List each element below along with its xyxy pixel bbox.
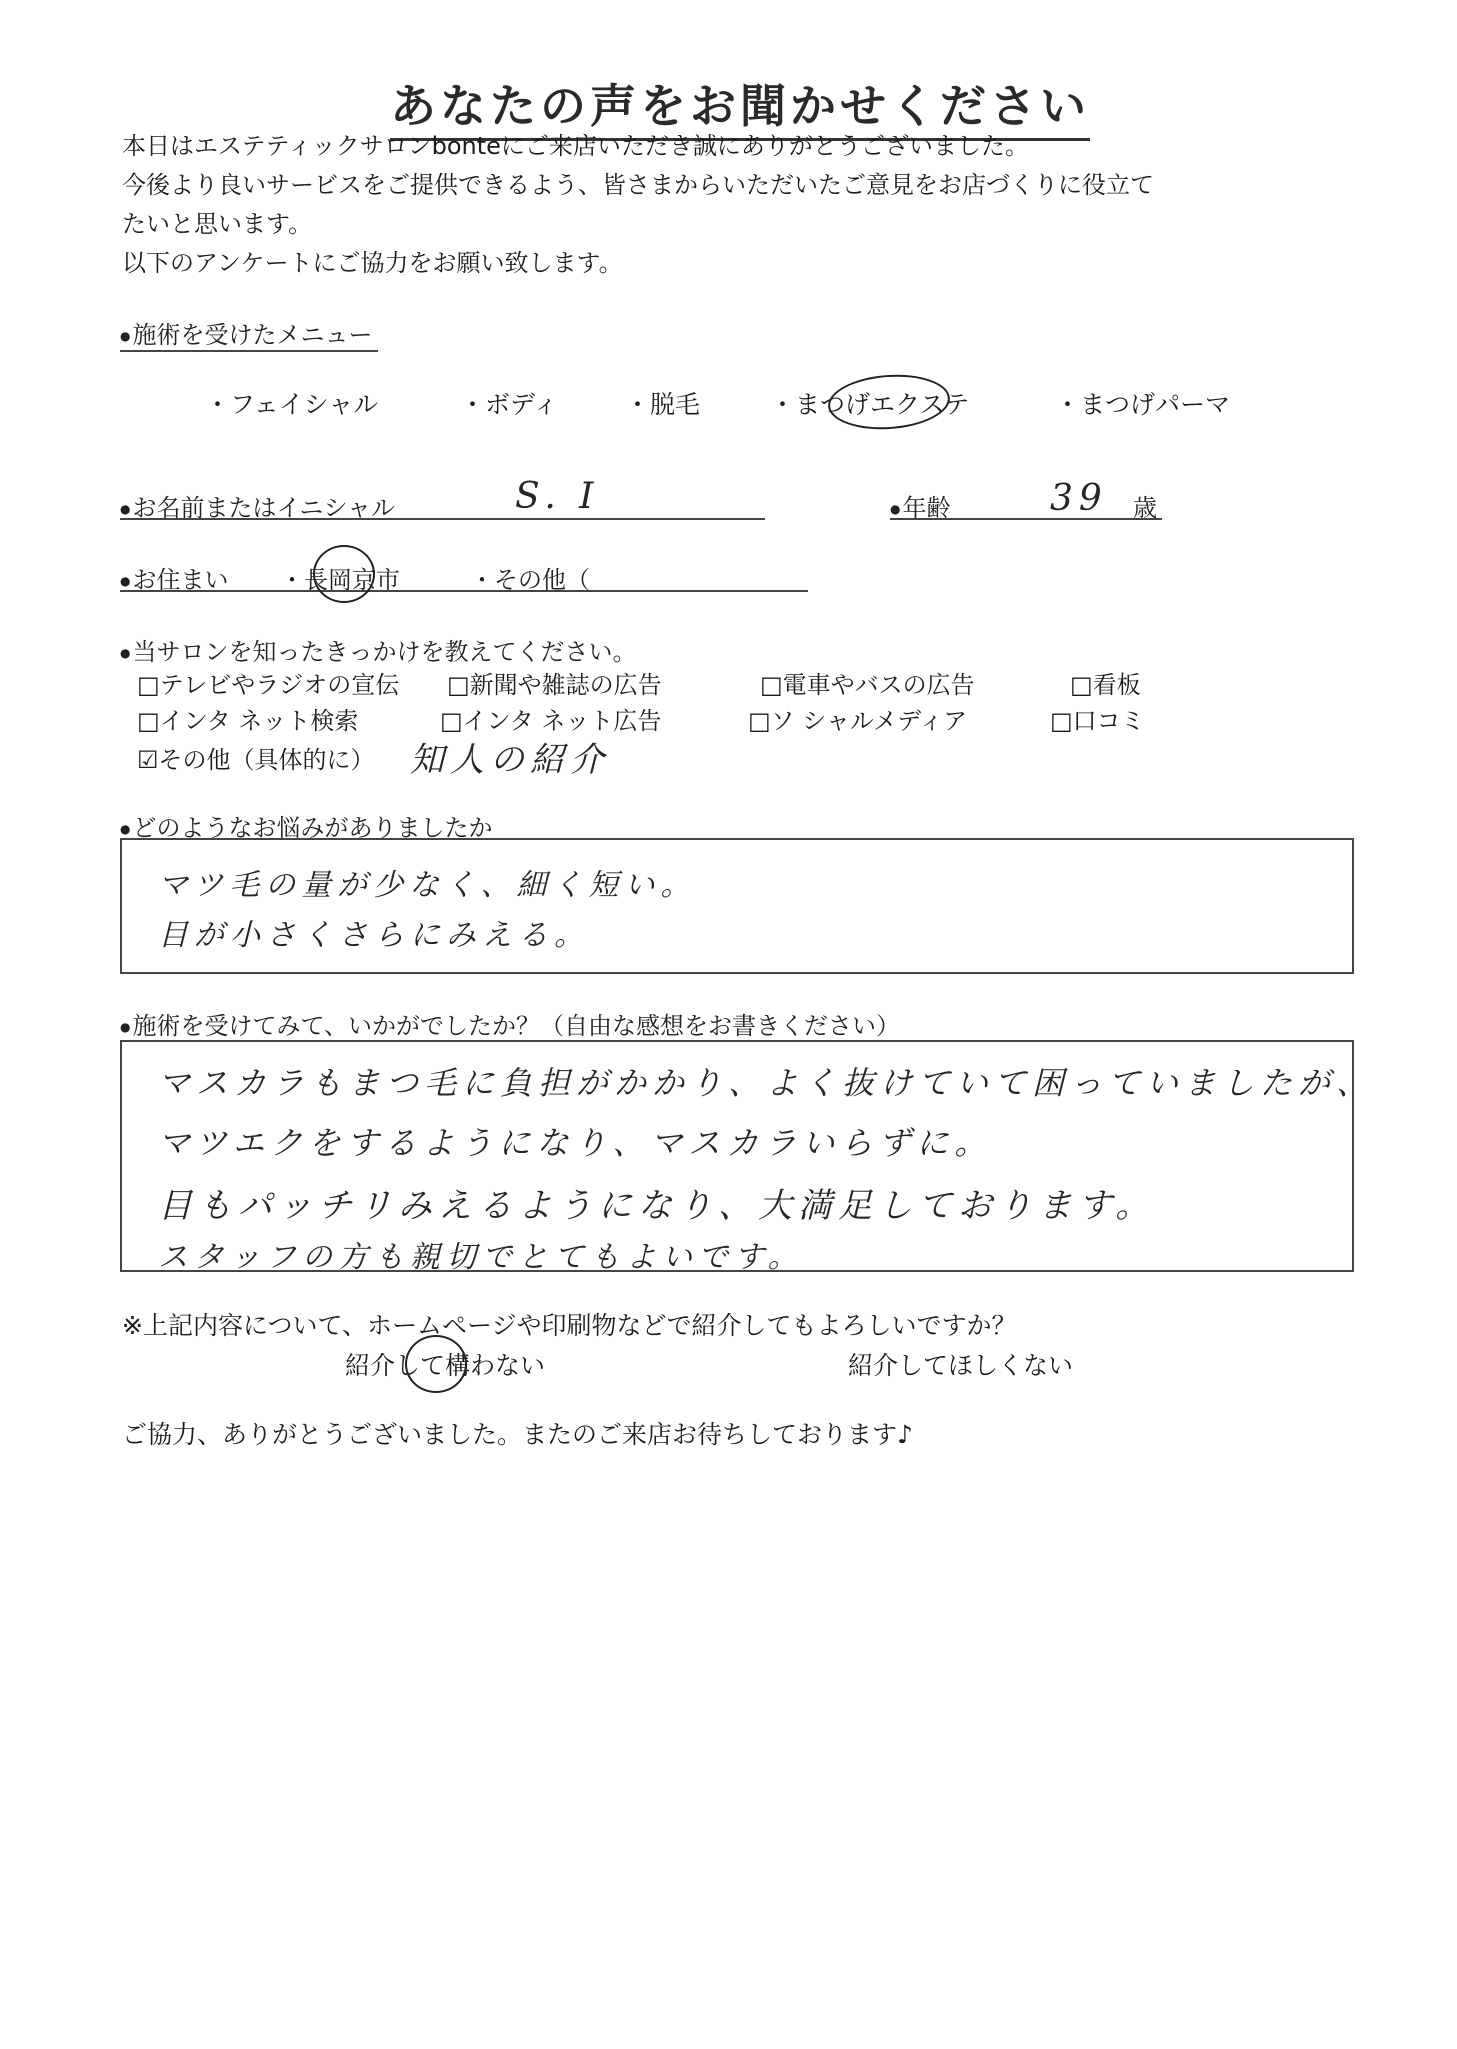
referral-other-value[interactable]: 知人の紹介 <box>410 740 610 780</box>
selected-consent-circle <box>405 1335 467 1393</box>
intro-line-4: 以下のアンケートにご協力をお願い致します。 <box>122 249 623 277</box>
referral-option-web-ad[interactable]: □インタ ネット広告 <box>440 707 662 735</box>
name-label-text: お名前またはイニシャル <box>132 494 396 522</box>
menu-option-eyelash-extension[interactable]: ・まつげエクステ <box>770 390 970 419</box>
age-value[interactable]: 39 <box>1050 478 1108 519</box>
residence-option-other[interactable]: ・その他（ <box>470 566 590 594</box>
menu-label-text: 施術を受けたメニュー <box>132 321 373 349</box>
residence-underline <box>120 590 808 592</box>
closing-message: ご協力、ありがとうございました。またのご来店お待ちしております♪ <box>122 1420 913 1449</box>
menu-option-eyelash-perm[interactable]: ・まつげパーマ <box>1055 390 1231 419</box>
impressions-line-1: マスカラもまつ毛に負担がかかり、よく抜けていて困っていましたが、 <box>158 1064 1375 1102</box>
referral-option-newspaper[interactable]: □新聞や雑誌の広告 <box>447 671 662 699</box>
impressions-line-4: スタッフの方も親切でとてもよいです。 <box>158 1240 804 1275</box>
referral-option-social-media[interactable]: □ソ シャルメディア <box>748 707 968 735</box>
menu-option-hair-removal[interactable]: ・脱毛 <box>625 390 701 419</box>
impressions-label: ● 施術を受けてみて、いかがでしたか？（自由な感想をお書きください） <box>120 1006 900 1041</box>
impressions-line-2: マツエクをするようになり、マスカラいらずに。 <box>158 1124 993 1162</box>
consent-question: ※上記内容について、ホームページや印刷物などで紹介してもよろしいですか？ <box>122 1311 1017 1340</box>
consent-option-yes[interactable]: 紹介して構わない <box>345 1351 546 1380</box>
intro-line-2: 今後より良いサービスをご提供できるよう、皆さまからいただいたご意見をお店づくりに役立て <box>122 171 1154 199</box>
page-title: あなたの声をお聞かせください <box>390 70 1090 141</box>
intro-line-3: たいと思います。 <box>122 210 313 238</box>
intro-line-1: 本日はエステティックサロンbonteにご来店いただき誠にありがとうございました。 <box>122 132 1029 160</box>
age-label-text: 年齢 <box>902 494 951 522</box>
referral-option-tv-radio[interactable]: □テレビやラジオの宣伝 <box>137 671 400 699</box>
residence-option-nagaokakyo[interactable]: ・長岡京市 <box>280 566 400 594</box>
selected-residence-circle <box>313 545 375 603</box>
age-underline <box>890 518 1162 520</box>
residence-label-text: お住まい <box>132 566 229 594</box>
name-underline <box>120 518 765 520</box>
menu-label <box>120 315 378 352</box>
selected-menu-circle <box>826 371 951 433</box>
menu-option-body[interactable]: ・ボディ <box>460 390 559 419</box>
concerns-line-2: 目が小さくさらにみえる。 <box>158 918 590 953</box>
referral-label: ● 当サロンを知ったきっかけを教えてください。 <box>120 632 636 667</box>
consent-option-no[interactable]: 紹介してほしくない <box>848 1351 1074 1380</box>
referral-option-signboard[interactable]: □看板 <box>1070 671 1141 699</box>
referral-option-word-of-mouth[interactable]: □口コミ <box>1050 707 1145 735</box>
impressions-line-3: 目もパッチリみえるようになり、大満足しております。 <box>158 1186 1156 1226</box>
concerns-label: ● どのようなお悩みがありましたか <box>120 808 492 843</box>
menu-option-facial[interactable]: ・フェイシャル <box>205 390 379 419</box>
name-value[interactable]: S. I <box>515 476 600 517</box>
referral-option-web-search[interactable]: □インタ ネット検索 <box>137 707 359 735</box>
referral-option-other[interactable]: ☑その他（具体的に） <box>137 746 375 774</box>
age-unit: 歳 <box>1133 494 1157 522</box>
referral-option-train-bus[interactable]: □電車やバスの広告 <box>760 671 975 699</box>
concerns-line-1: マツ毛の量が少なく、細く短い。 <box>158 868 697 903</box>
